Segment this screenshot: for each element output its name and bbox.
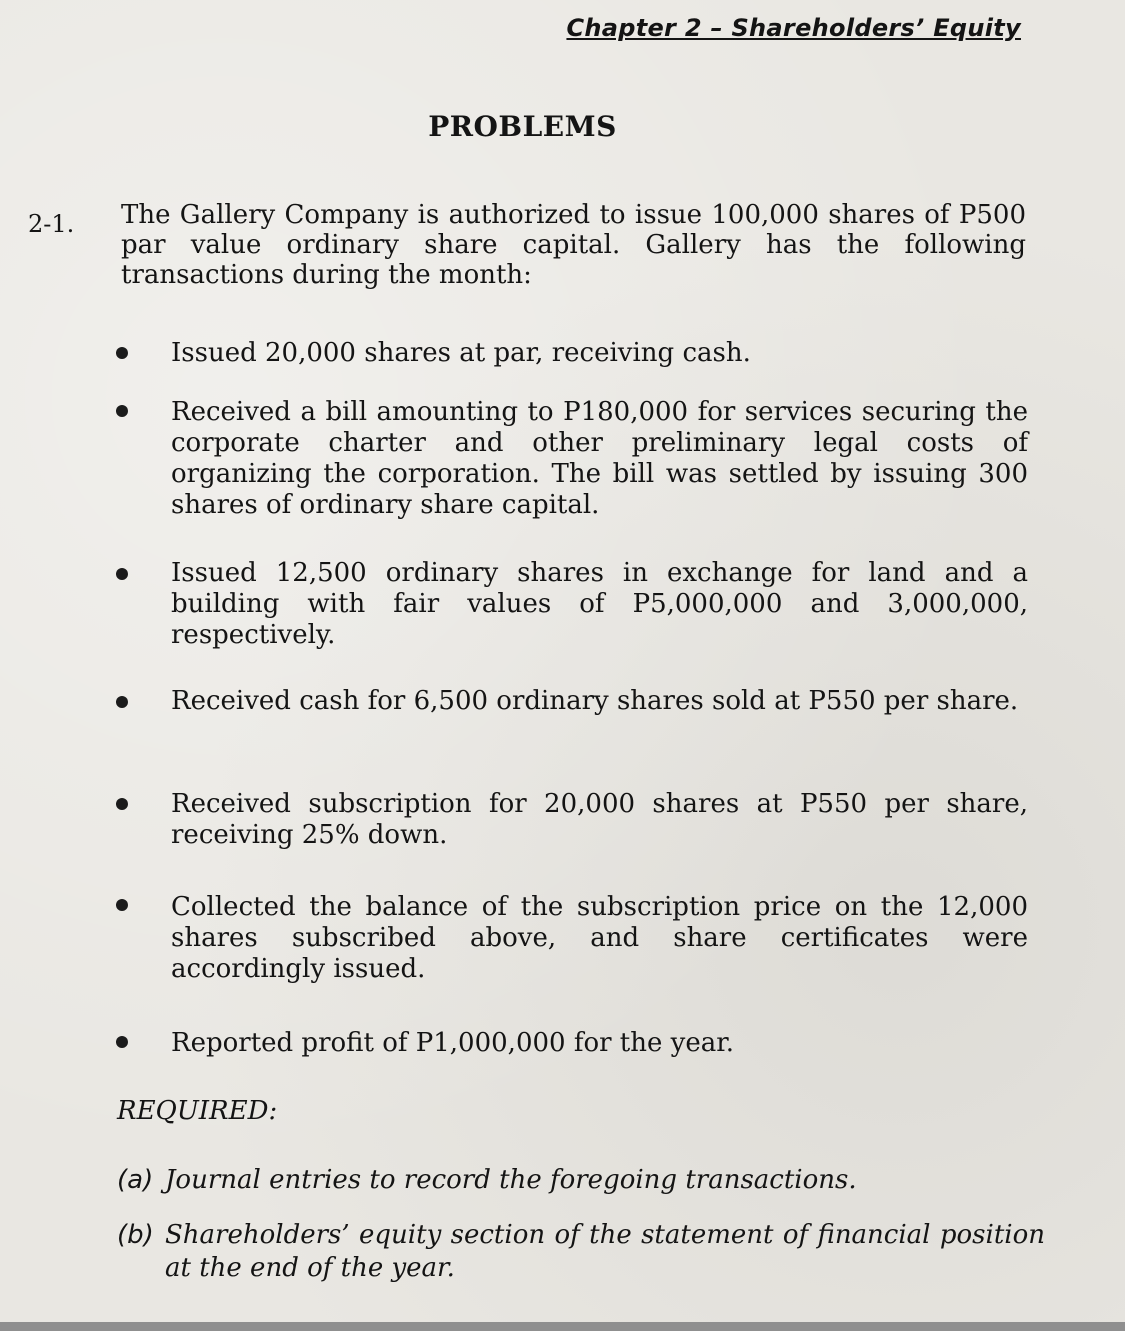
section-title: PROBLEMS bbox=[428, 110, 617, 143]
bullet-icon bbox=[116, 696, 128, 708]
requirement-marker: (b) bbox=[117, 1220, 154, 1250]
requirement-a bbox=[117, 1164, 1047, 1197]
requirement-text: Journal entries to record the foregoing transactions. bbox=[165, 1165, 857, 1195]
problem-intro: The Gallery Company is authorized to issue 100,000 shares of P500 par value ordinary share capital. Gallery has the following transactions during the month: bbox=[121, 200, 1026, 290]
bullet-icon bbox=[116, 1036, 128, 1048]
chapter-heading: Chapter 2 – Shareholders’ Equity bbox=[566, 14, 1021, 42]
transaction-text: Reported profit of P1,000,000 for the year. bbox=[171, 1028, 735, 1058]
transaction-text: Received a bill amounting to P180,000 for services securing the corporate charter and other preliminary legal costs of organizing the corporation. The bill was settled by issuing 300 shares of ordinary share capital. bbox=[171, 397, 1028, 520]
page-edge bbox=[0, 1322, 1125, 1331]
bullet-icon bbox=[116, 347, 128, 359]
transaction-text: Collected the balance of the subscription price on the 12,000 shares subscribed above, and share certificates were accordingly issued. bbox=[171, 892, 1028, 984]
transaction-text: Received cash for 6,500 ordinary shares sold at P550 per share. bbox=[171, 686, 1019, 716]
requirement-b bbox=[117, 1219, 1047, 1283]
bullet-icon bbox=[116, 899, 128, 911]
transaction-text: Issued 12,500 ordinary shares in exchange for land and a building with fair values of P5,000,000 and 3,000,000, respectively. bbox=[171, 558, 1028, 650]
problem-number: 2-1. bbox=[28, 210, 75, 238]
transaction-text: Issued 20,000 shares at par, receiving cash. bbox=[171, 338, 751, 368]
requirement-marker: (a) bbox=[117, 1165, 154, 1195]
requirement-text: Shareholders’ equity section of the statement of financial position at the end of the year. bbox=[165, 1220, 1045, 1283]
transaction-text: Received subscription for 20,000 shares at P550 per share, receiving 25% down. bbox=[171, 789, 1028, 850]
bullet-icon bbox=[116, 798, 128, 810]
bullet-icon bbox=[116, 405, 128, 417]
required-label: REQUIRED: bbox=[117, 1096, 278, 1126]
bullet-icon bbox=[116, 568, 128, 580]
